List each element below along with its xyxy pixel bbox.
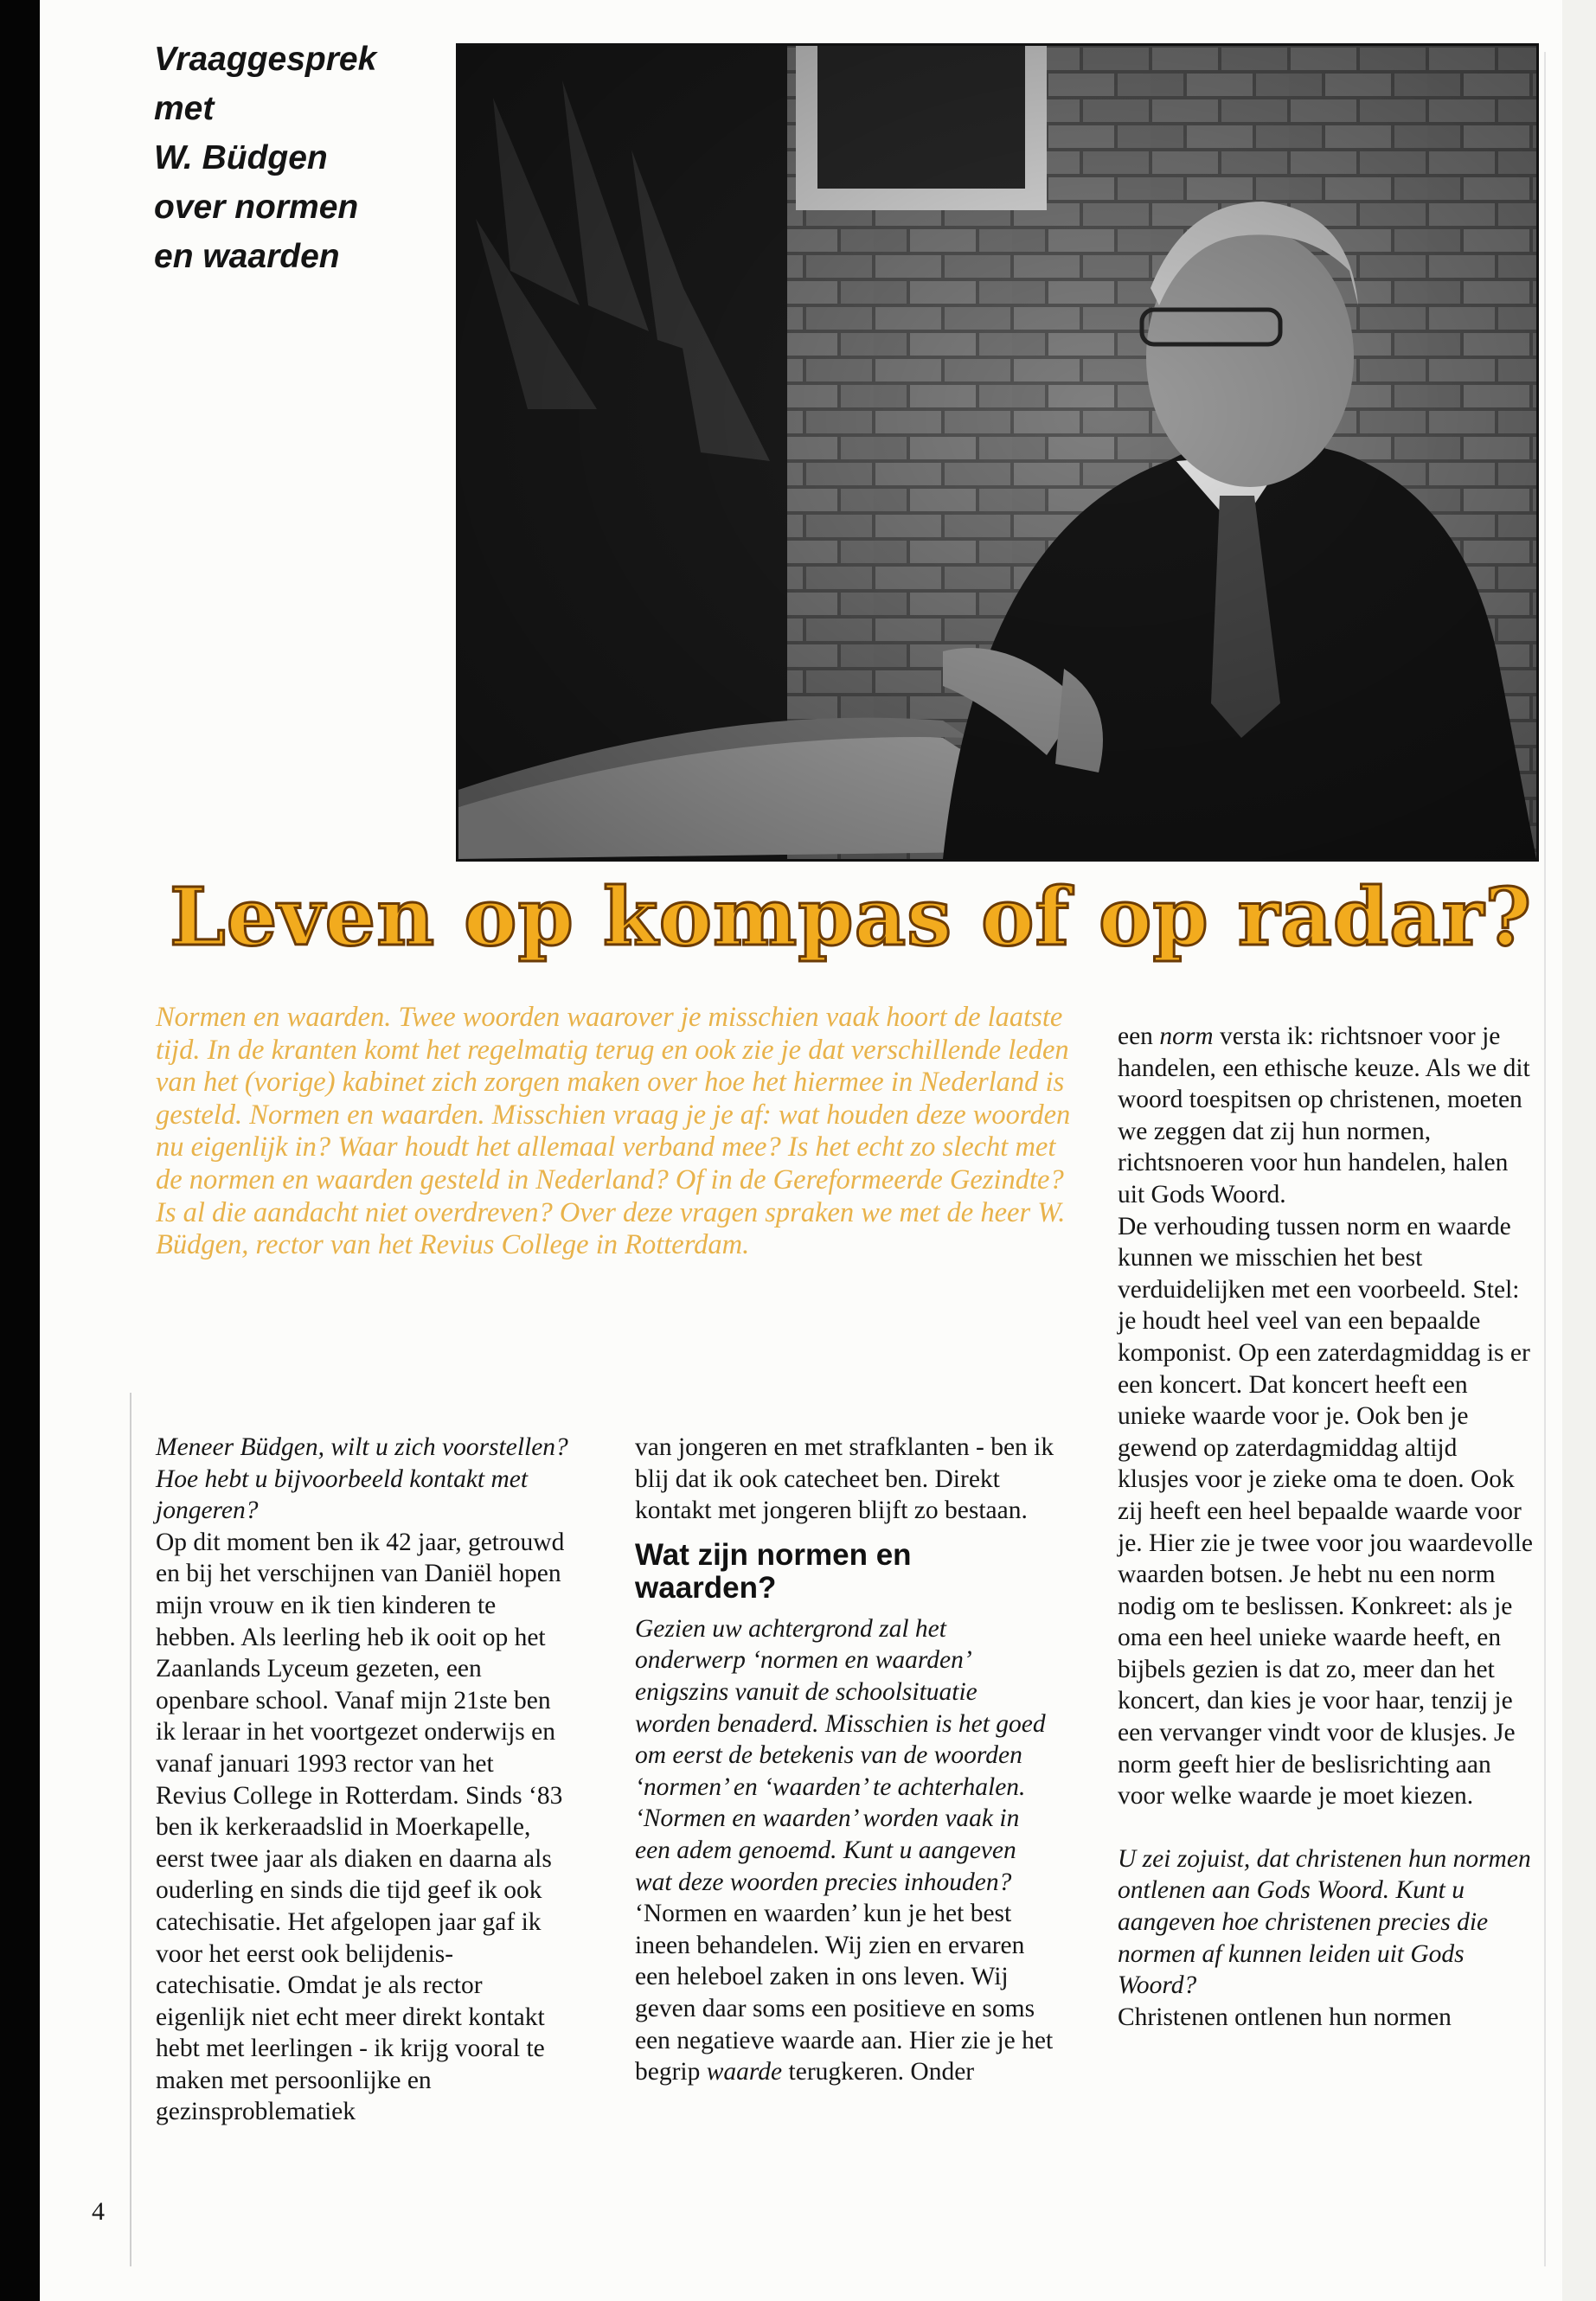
- text-column-1: [156, 1432, 571, 2128]
- interview-question: U zei zojuist, dat christenen hun normen ontlenen aan Gods Woord. Kunt u aangeven hoe christenen precies die normen af kunnen leiden uit Gods Woord?: [1118, 1844, 1531, 2000]
- interview-answer: Op dit moment ben ik 42 jaar, getrouwd en bij het verschijnen van Daniël hopen mijn vrouw en ik tien kinderen te hebben. Als leerling heb ik ooit op het Zaanlands Lyceum gezeten, een openbare school. Vanaf mijn 21ste ben ik leraar in het voortgezet onderwijs en vanaf januari 1993 rector van het Revius College in Rotterdam. Sinds ‘83 ben ik kerkeraadslid in Moerkapelle, eerst twee jaar als diaken en daarna als ouderling en sinds die tijd geef ik ook catechisatie. Het afgelopen jaar gaf ik voor het eerst ook belijdenis-catechisatie. Omdat je als rector eigenlijk niet echt meer direkt kontakt hebt met leerlingen - ik krijg vooral te maken met persoonlijke en gezinsproblematiek: [156, 1528, 565, 2126]
- kicker-line: Vraaggesprek: [154, 41, 377, 78]
- interview-answer-continued: van jongeren en met strafklanten - ben ik blij dat ik ook catecheet ben. Direkt kontakt met jongeren blijft zo bestaan.: [635, 1433, 1054, 1525]
- answer-emphasis: waarde: [706, 2058, 783, 2086]
- answer-text: ‘Normen en waarden’ kun je het best ineen behandelen. Wij zien en ervaren een heleboel zaken in ons leven. Wij geven daar soms een positieve en soms een negatieve waarde aan. Hier zie je het begrip: [635, 1900, 1054, 2086]
- answer-text: terugkeren. Onder: [788, 2058, 975, 2086]
- kicker-line: en waarden: [154, 238, 340, 275]
- answer-emphasis: norm: [1159, 1022, 1214, 1050]
- column-divider-left: [130, 1393, 131, 2266]
- kicker-line: over normen: [154, 189, 359, 226]
- interview-question: Meneer Büdgen, wilt u zich voorstellen? Hoe hebt u bijvoorbeeld kontakt met jongeren?: [156, 1433, 568, 1525]
- page-number: 4: [92, 2197, 105, 2226]
- interview-answer: [635, 1898, 1059, 2088]
- interview-photo: [456, 43, 1539, 862]
- text-column-3: [1118, 1021, 1533, 2033]
- portrait-photo-icon: [458, 46, 1536, 859]
- article-kicker: [154, 35, 448, 281]
- section-subheading: Wat zijn normen en waarden?: [635, 1537, 912, 1605]
- article-intro: Normen en waarden. Twee woorden waarover je misschien vaak hoort de laatste tijd. In de kranten komt het regelmatig terug en ook zie je dat verschillende leden van het (vorige) kabinet zich zorgen maken over hoe het hiermee in Nederland is gesteld. Normen en waarden. Misschien vraag je je af: wat houden deze woorden nu eigenlijk in? Waar houdt het allemaal verband mee? Is het echt zo slecht met de normen en waarden gesteld in Nederland? Of in de Gereformeerde Gezindte? Is al die aandacht niet overdreven? Over deze vragen spraken we met de heer W. Büdgen, rector van het Revius College in Rotterdam.: [156, 1002, 1071, 1261]
- answer-text: versta ik: richtsnoer voor je handelen, een ethische keuze. Als we dit woord toespitsen op christenen, moeten we zeggen dat zij hun normen, richtsnoeren voor hun handelen, halen uit Gods Woord.: [1118, 1022, 1530, 1208]
- interview-answer-continued: [1118, 1021, 1533, 1211]
- interview-answer: Christenen ontlenen hun normen: [1118, 2003, 1452, 2031]
- kicker-line: W. Büdgen: [154, 139, 328, 176]
- paper-edge: [1562, 0, 1596, 2301]
- column-divider-right: [1544, 52, 1546, 2266]
- text-column-2: [635, 1432, 1059, 2088]
- interview-question: Gezien uw achtergrond zal het onderwerp ‘normen en waarden’ enigszins vanuit de schoolsituatie worden benaderd. Misschien is het goed om eerst de betekenis van de woorden ‘normen’ en ‘waarden’ te achterhalen. ‘Normen en waarden’ worden vaak in een adem genoemd. Kunt u aangeven wat deze woorden precies inhouden?: [635, 1614, 1046, 1896]
- paragraph-gap: [1118, 1812, 1533, 1843]
- article-headline: Leven op kompas of op radar?: [170, 870, 1533, 964]
- interview-answer-paragraph: De verhouding tussen norm en waarde kunnen we misschien het best verduidelijken met een voorbeeld. Stel: je houdt heel veel van een bepaalde komponist. Op een zaterdagmiddag is er een koncert. Dat koncert heeft een unieke waarde voor je. Ook ben je gewend op zaterdagmiddag altijd klusjes voor je zieke oma te doen. Ook zij heeft een heel bepaalde waarde voor je. Hier zie je twee voor jou waardevolle waarden botsen. Je hebt nu een norm nodig om te beslissen. Konkreet: als je oma een heel unieke waarde heeft, en bijbels gezien is dat zo, meer dan het koncert, dan kies je voor haar, tenzij je een vervanger vindt voor de klusjes. Je norm geeft hier de beslisrichting aan voor welke waarde je moet kiezen.: [1118, 1212, 1533, 1811]
- kicker-line: met: [154, 90, 215, 127]
- scan-black-edge: [0, 0, 40, 2301]
- answer-text: een: [1118, 1022, 1153, 1050]
